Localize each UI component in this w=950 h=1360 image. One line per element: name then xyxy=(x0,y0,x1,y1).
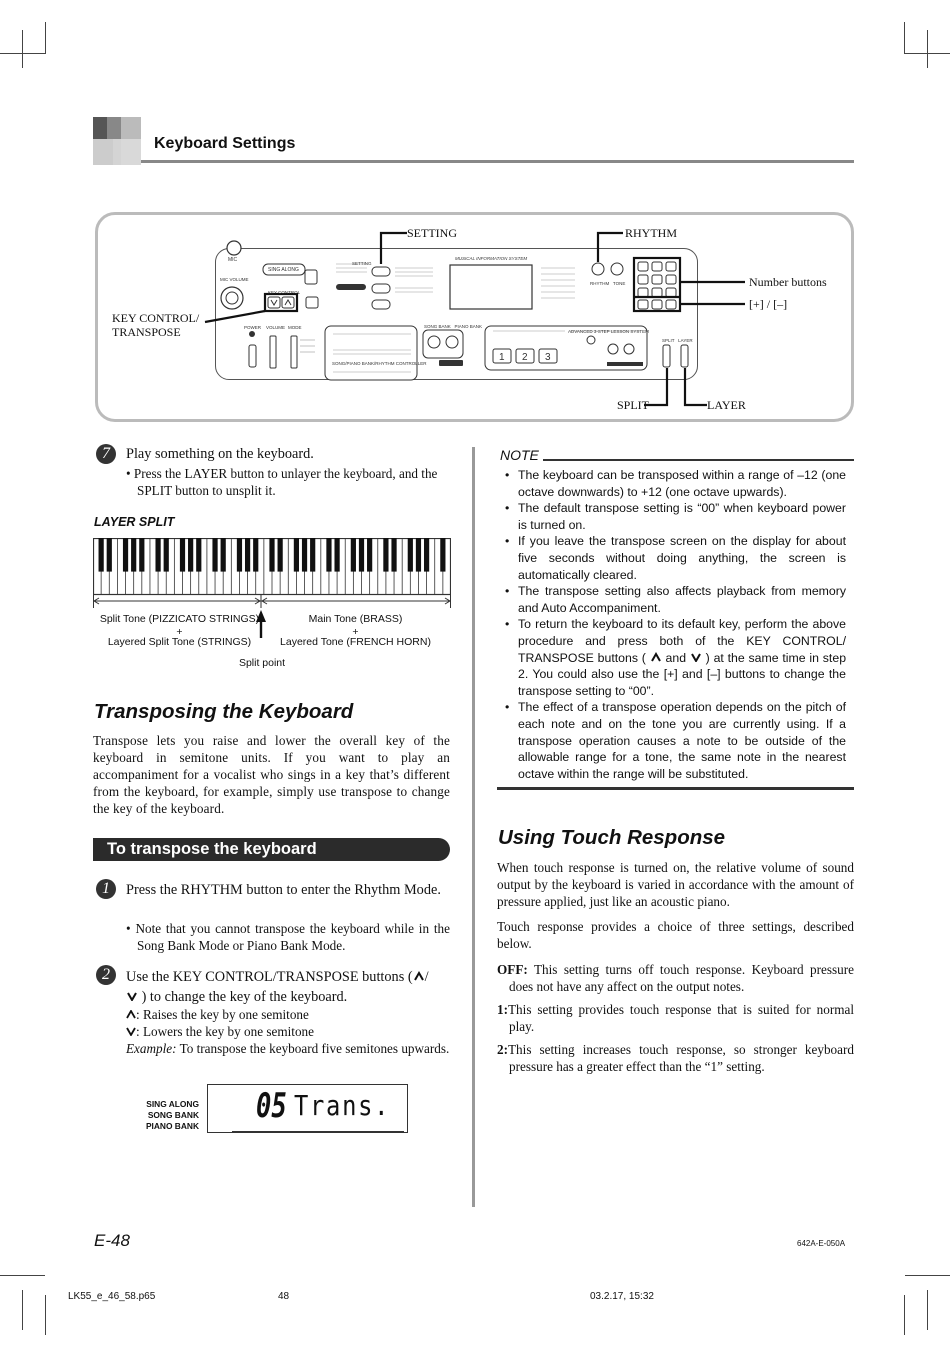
callout-transpose: TRANSPOSE xyxy=(112,325,181,339)
file-page: 48 xyxy=(278,1291,290,1302)
note-item: • The keyboard can be transposed within a range of –12 (one octave downwards) to +12 (one octave upwards). xyxy=(498,467,846,500)
callout-number-buttons: Number buttons xyxy=(749,275,827,289)
black-key xyxy=(424,538,429,572)
page-number: E-48 xyxy=(94,1231,130,1250)
step2-text: Use the KEY CONTROL/TRANSPOSE buttons ( / ) to change the key of the keyboard. xyxy=(126,969,429,1005)
touch-response-heading: Using Touch Response xyxy=(498,826,726,849)
black-key xyxy=(99,538,104,572)
note-bottom-rule xyxy=(497,787,854,790)
touch-p1: When touch response is turned on, the relative volume of sound output by the keyboard is varied in accordance with the amount of pressure applied, just like an acoustic piano. xyxy=(497,860,854,909)
black-key xyxy=(139,538,144,572)
up-caret-icon xyxy=(126,1010,136,1019)
black-key xyxy=(131,538,136,572)
layered-tone-label: Layered Tone (FRENCH HORN) xyxy=(280,636,431,648)
split-tone-label: Split Tone (PIZZICATO STRINGS) xyxy=(99,613,260,625)
display-label-piano-bank: PIANO BANK xyxy=(145,1121,199,1131)
down-caret-icon xyxy=(126,1027,136,1036)
step1-text: Press the RHYTHM button to enter the Rhythm Mode. xyxy=(126,882,441,898)
black-key xyxy=(391,538,396,572)
file-date: 03.2.17, 15:32 xyxy=(590,1291,654,1302)
main-tone-label: Main Tone (BRASS) xyxy=(308,613,403,625)
touch-setting-1: 1:This setting provides touch response that is suited for normal play. xyxy=(497,1002,854,1034)
example-line: Example: To transpose the keyboard five semitones upwards. xyxy=(126,1041,450,1056)
step1-number: 1 xyxy=(96,879,116,899)
svg-text:3: 3 xyxy=(545,352,551,363)
touch-off: OFF: This setting turns off touch response. Keyboard pressure does not have any affect on the output notes. xyxy=(497,962,854,994)
black-key xyxy=(123,538,128,572)
note-heading: NOTE xyxy=(500,447,539,463)
black-key xyxy=(326,538,331,572)
black-key xyxy=(310,538,315,572)
note-item: • To return the keyboard to its default key, perform the above procedure and press both of the KEY CONTROL/ TRANSPOSE buttons ( and ) at the same time in step 2. You could also use the [+] and [–] buttons to change the transpose setting to “00”. xyxy=(498,616,846,699)
black-key xyxy=(367,538,372,572)
black-key xyxy=(180,538,185,572)
black-key xyxy=(334,538,339,572)
raises-line: : Raises the key by one semitone xyxy=(126,1006,450,1023)
layer-split-heading: LAYER SPLIT xyxy=(94,515,175,529)
black-key xyxy=(359,538,364,572)
step7-text: Play something on the keyboard. xyxy=(126,446,314,462)
black-key xyxy=(440,538,445,572)
note-item: • If you leave the transpose screen on the display for about five seconds without doing anything, the screen is automatically cleared. xyxy=(498,533,846,583)
black-key xyxy=(294,538,299,572)
black-key xyxy=(196,538,201,572)
transposing-heading: Transposing the Keyboard xyxy=(94,700,354,723)
black-key xyxy=(155,538,160,572)
black-key xyxy=(269,538,274,572)
step2-number: 2 xyxy=(96,965,116,985)
to-transpose-heading: To transpose the keyboard xyxy=(93,838,450,861)
display-label-song-bank: SONG BANK xyxy=(147,1110,199,1120)
callout-split: SPLIT xyxy=(617,398,650,412)
black-key xyxy=(237,538,242,572)
main-plus: + xyxy=(352,626,359,638)
note-item: • The effect of a transpose operation depends on the pitch of each note and on the tone you are currently using. If a transpose operation causes a note to be outside of the allowable range for a tone, the same note in the nearest octave within the range will be substituted. xyxy=(498,699,846,782)
black-key xyxy=(383,538,388,572)
step1-bullet: • Note that you cannot transpose the keyboard while in the Song Bank Mode or Piano Bank Mode. xyxy=(126,921,450,953)
black-key xyxy=(278,538,283,572)
black-key xyxy=(416,538,421,572)
black-key xyxy=(253,538,258,572)
note-rule xyxy=(543,459,854,461)
lcd-number: 05 xyxy=(256,1086,287,1126)
callout-rhythm: RHYTHM xyxy=(625,226,678,240)
file-name: LK55_e_46_58.p65 xyxy=(68,1291,156,1302)
black-key xyxy=(245,538,250,572)
split-point-label: Split point xyxy=(238,657,286,669)
black-key xyxy=(408,538,413,572)
black-key xyxy=(164,538,169,572)
up-caret-icon xyxy=(413,971,425,981)
black-key xyxy=(212,538,217,572)
callout-layer: LAYER xyxy=(707,398,746,412)
layered-split-tone-label: Layered Split Tone (STRINGS) xyxy=(107,636,252,648)
panel-controls xyxy=(95,212,854,422)
display-label-sing-along: SING ALONG xyxy=(146,1099,199,1109)
lcd-display xyxy=(207,1084,408,1133)
display-mode-labels xyxy=(130,1099,199,1132)
page-header-title: Keyboard Settings xyxy=(154,135,296,152)
svg-text:1: 1 xyxy=(499,352,505,363)
split-plus: + xyxy=(176,626,183,638)
svg-text:2: 2 xyxy=(522,352,528,363)
down-caret-icon xyxy=(126,991,138,1001)
callout-plus-minus: [+] / [–] xyxy=(749,297,788,311)
black-key xyxy=(107,538,112,572)
lcd-text: Trans. xyxy=(294,1089,391,1122)
note-item: • The transpose setting also affects playback from memory and Auto Accompaniment. xyxy=(498,583,846,616)
callout-key-control: KEY CONTROL/ xyxy=(112,311,200,325)
touch-setting-2: 2:This setting increases touch response, so stronger keyboard pressure has a greater effect than the “1” setting. xyxy=(497,1042,854,1074)
note-item: • The default transpose setting is “00” when keyboard power is turned on. xyxy=(498,500,846,533)
doc-code: 642A-E-050A xyxy=(797,1239,846,1248)
black-key xyxy=(302,538,307,572)
step7-number: 7 xyxy=(96,444,116,464)
note-list xyxy=(498,467,846,782)
transposing-intro: Transpose lets you raise and lower the overall key of the keyboard in semitone units. If you want to play an accompaniment for a vocalist who sings in a key that’s different from the keyboard, for example, simply use transpose to change the key of the keyboard. xyxy=(93,733,450,816)
header-rule xyxy=(141,160,854,163)
column-divider xyxy=(472,447,475,1207)
touch-p2: Touch response provides a choice of three settings, described below. xyxy=(497,919,854,951)
step7-bullet: • Press the LAYER button to unlayer the keyboard, and the SPLIT button to unsplit it. xyxy=(126,466,438,498)
up-caret-icon xyxy=(650,652,662,662)
black-key xyxy=(351,538,356,572)
lowers-line: : Lowers the key by one semitone xyxy=(126,1023,450,1040)
callout-setting: SETTING xyxy=(407,226,457,240)
black-key xyxy=(221,538,226,572)
header-decoration xyxy=(93,117,141,165)
down-caret-icon xyxy=(690,652,702,662)
black-key xyxy=(188,538,193,572)
